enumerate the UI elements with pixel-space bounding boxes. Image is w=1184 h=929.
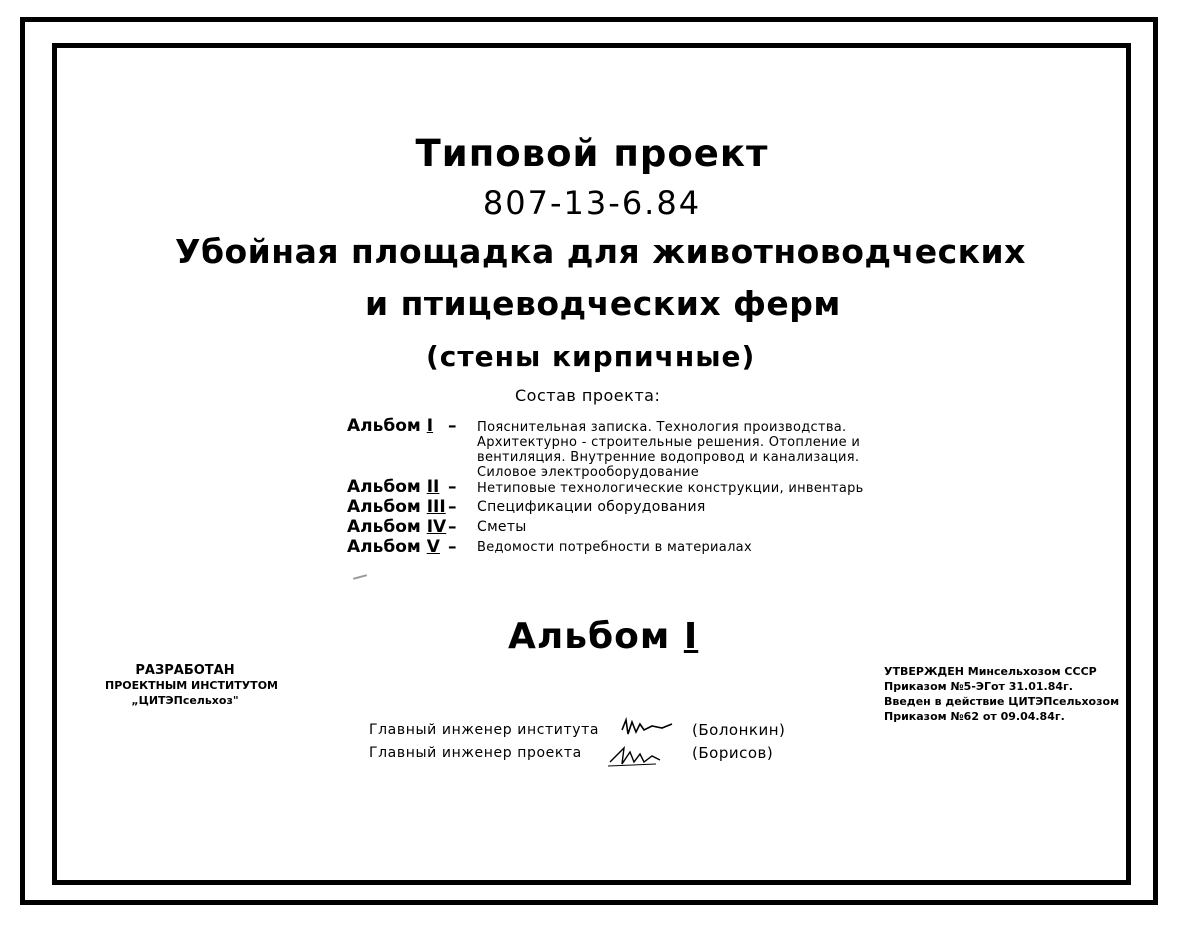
album-desc-line: Спецификации оборудования bbox=[477, 499, 706, 515]
album-desc-line: вентиляция. Внутренние водопровод и канализация. bbox=[477, 450, 860, 465]
album-roman: I bbox=[426, 416, 434, 436]
album-desc-line: Пояснительная записка. Технология производства. bbox=[477, 420, 847, 435]
approval-line: Введен в действие ЦИТЭПсельхозом bbox=[884, 695, 1120, 708]
developer-block bbox=[105, 663, 278, 708]
approval-line: УТВЕРЖДЕН Минсельхозом СССР bbox=[884, 665, 1097, 678]
dash: – bbox=[448, 416, 457, 436]
approval-line: Приказом №62 от 09.04.84г. bbox=[884, 710, 1065, 723]
document-title: Типовой проект bbox=[415, 132, 769, 175]
current-album-label: Альбом bbox=[508, 616, 684, 657]
project-name-line-1: Убойная площадка для животноводческих bbox=[175, 232, 1026, 271]
album-desc-line: Силовое электрооборудование bbox=[477, 465, 700, 480]
album-desc-line: Сметы bbox=[477, 519, 527, 535]
project-name-line-2: и птицеводческих ферм bbox=[365, 284, 841, 323]
current-album-title bbox=[508, 616, 698, 657]
composition-label: Состав проекта: bbox=[515, 386, 661, 405]
album-roman: V bbox=[426, 537, 440, 557]
album-label: Альбом bbox=[347, 477, 427, 497]
signature-role: Главный инженер проекта bbox=[369, 745, 582, 761]
developer-line: РАЗРАБОТАН bbox=[135, 663, 235, 678]
album-label: Альбом bbox=[347, 517, 427, 537]
album-roman: IV bbox=[426, 517, 447, 537]
approval-line: Приказом №5-ЭГот 31.01.84г. bbox=[884, 680, 1073, 693]
current-album-roman: I bbox=[683, 616, 699, 657]
signature-name: (Болонкин) bbox=[692, 721, 786, 739]
signature-scribble bbox=[618, 712, 678, 742]
project-variant: (стены кирпичные) bbox=[426, 340, 756, 373]
album-desc-line: Архитектурно - строительные решения. Отопление и bbox=[477, 435, 861, 450]
dash: – bbox=[448, 517, 457, 537]
dash: – bbox=[448, 497, 457, 517]
signature-role: Главный инженер института bbox=[369, 722, 600, 738]
album-desc-line: Ведомости потребности в материалах bbox=[477, 540, 752, 555]
approval-block bbox=[884, 664, 1119, 724]
project-number: 807-13-6.84 bbox=[482, 184, 702, 222]
developer-line: ПРОЕКТНЫМ ИНСТИТУТОМ bbox=[105, 679, 278, 692]
signature-scribble bbox=[604, 742, 664, 772]
album-desc-line: Нетиповые технологические конструкции, инвентарь bbox=[477, 481, 864, 496]
dash: – bbox=[448, 477, 457, 497]
developer-line: „ЦИТЭПсельхоз" bbox=[131, 694, 239, 707]
signature-name: (Борисов) bbox=[692, 744, 774, 762]
album-roman: II bbox=[426, 477, 440, 497]
album-label: Альбом bbox=[347, 416, 427, 436]
album-label: Альбом bbox=[347, 537, 427, 557]
dash: – bbox=[448, 537, 457, 557]
album-roman: III bbox=[426, 497, 446, 517]
album-label: Альбом bbox=[347, 497, 427, 517]
